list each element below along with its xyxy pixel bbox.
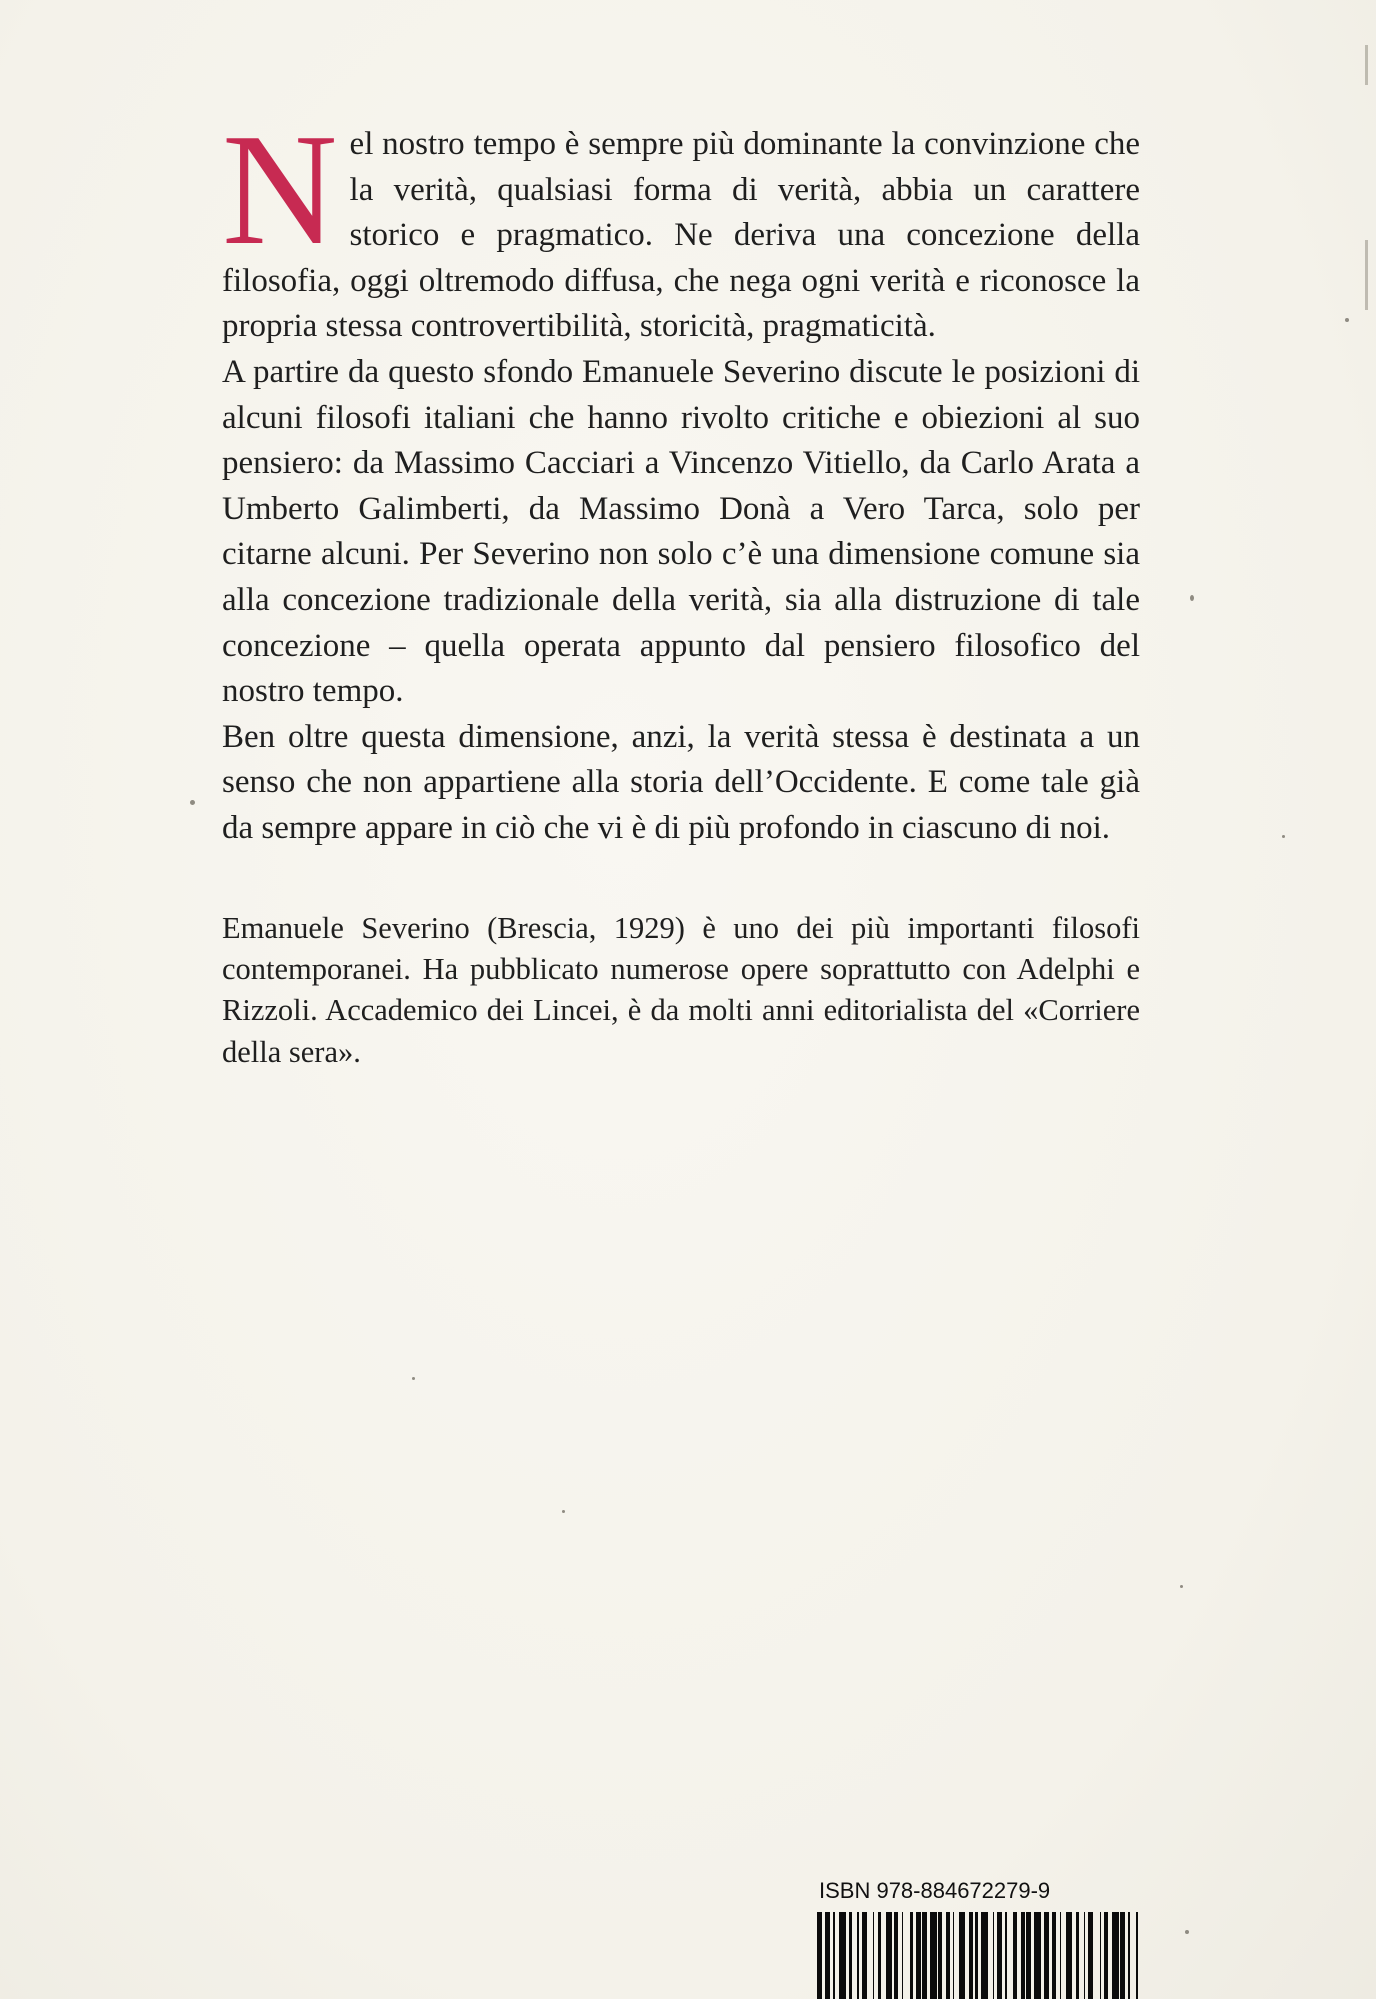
paper-speck — [1282, 835, 1285, 838]
paper-speck — [1190, 595, 1194, 601]
blurb-paragraph-1-text: el nostro tempo è sempre più dominante la convinzione che la verità, qualsiasi forma di verità, abbia un carattere storico e pragmatico. Ne deriva una concezione della filosofia, oggi oltremodo diffusa, che nega ogni verità e riconosce la propria stessa controvertibilità, storicità, pragmaticità. — [222, 126, 1140, 345]
blurb-column — [222, 100, 1140, 1073]
paper-edge-mark — [1365, 45, 1368, 85]
paper-edge-mark — [1365, 240, 1368, 310]
paper-speck — [412, 1377, 415, 1380]
author-bio: Emanuele Severino (Brescia, 1929) è uno dei più importanti filosofi contemporanei. Ha pubblicato numerose opere soprattutto con Adelphi e Rizzoli. Accademico dei Lincei, è da molti anni editorialista del «Corriere della sera». — [222, 910, 1140, 1069]
blurb-paragraph-1 — [222, 100, 1140, 350]
paper-speck — [1345, 318, 1349, 322]
barcode — [817, 1912, 1138, 1999]
barcode-bar — [1136, 1912, 1138, 1999]
isbn-label: ISBN 978-884672279-9 — [819, 1878, 1051, 1903]
blurb-paragraph-3: Ben oltre questa dimensione, anzi, la verità stessa è destinata a un senso che non appartiene alla storia dell’Occidente. E come tale già da sempre appare in ciò che vi è di più profondo in ciascuno di noi. — [222, 718, 1140, 846]
blurb-paragraph-2: A partire da questo sfondo Emanuele Severino discute le posizioni di alcuni filosofi italiani che hanno rivolto critiche e obiezioni al suo pensiero: da Massimo Cacciari a Vincenzo Vitiello, da Carlo Arata a Umberto Galimberti, da Massimo Donà a Vero Tarca, solo per citarne alcuni. Per Severino non solo c’è una dimensione comune sia alla concezione tradizionale della verità, sia alla distruzione di tale concezione – quella operata appunto dal pensiero filosofico del nostro tempo. — [222, 353, 1140, 710]
paper-speck — [1185, 1930, 1189, 1934]
paper-speck — [562, 1510, 565, 1513]
paper-speck — [190, 800, 195, 805]
paper-speck — [1180, 1585, 1183, 1588]
drop-cap-letter: N — [222, 100, 338, 278]
